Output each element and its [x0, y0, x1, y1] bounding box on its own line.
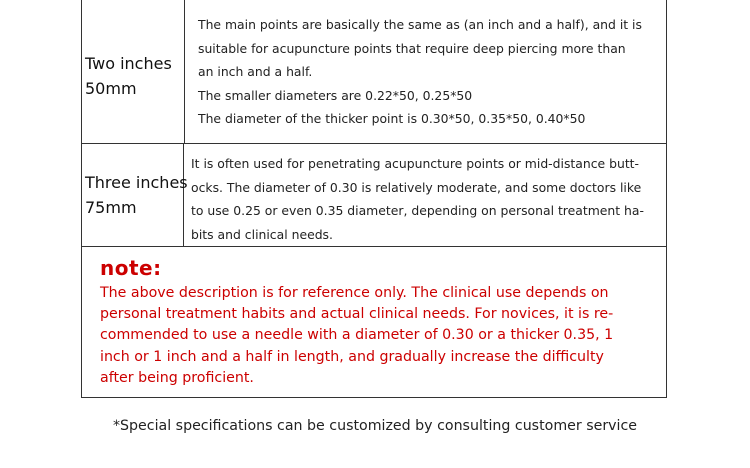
- footer-note: *Special specifications can be customized by consulting customer service: [112, 418, 638, 434]
- description-line: The smaller diameters are 0.22*50, 0.25*50: [198, 87, 473, 103]
- row-label-line: 75mm: [85, 198, 137, 217]
- row-description-two-inches: [198, 13, 642, 131]
- note-line: commended to use a needle with a diameter of 0.30 or a thicker 0.35, 1: [100, 327, 614, 344]
- description-line: to use 0.25 or even 0.35 diameter, depending on personal treatment ha-: [191, 203, 644, 218]
- description-line: ocks. The diameter of 0.30 is relatively moderate, and some doctors like: [191, 179, 642, 195]
- description-line: bits and clinical needs.: [191, 226, 333, 242]
- column-divider: [184, 0, 185, 144]
- note-line: inch or 1 inch and a half in length, and gradually increase the difficulty: [100, 348, 604, 365]
- row-label-line: Three inches: [85, 173, 188, 192]
- row-label-two-inches: [85, 51, 172, 101]
- row-label-three-inches: [85, 170, 188, 220]
- description-line: The main points are basically the same as (an inch and a half), and it is: [198, 17, 642, 32]
- note-line: after being proficient.: [100, 369, 254, 386]
- description-line: an inch and a half.: [198, 64, 313, 79]
- row-label-line: Two inches: [85, 54, 172, 73]
- note-line: The above description is for reference only. The clinical use depends on: [100, 285, 609, 301]
- note-text: [100, 283, 613, 389]
- description-line: The diameter of the thicker point is 0.30*50, 0.35*50, 0.40*50: [198, 111, 586, 126]
- note-line: personal treatment habits and actual clinical needs. For novices, it is re-: [100, 306, 614, 323]
- row-description-three-inches: [191, 152, 644, 246]
- spec-table: [81, 0, 667, 398]
- note-heading: note:: [100, 256, 162, 280]
- description-line: suitable for acupuncture points that require deep piercing more than: [198, 40, 626, 56]
- description-line: It is often used for penetrating acupuncture points or mid-distance butt-: [191, 156, 640, 171]
- row-label-line: 50mm: [85, 79, 137, 98]
